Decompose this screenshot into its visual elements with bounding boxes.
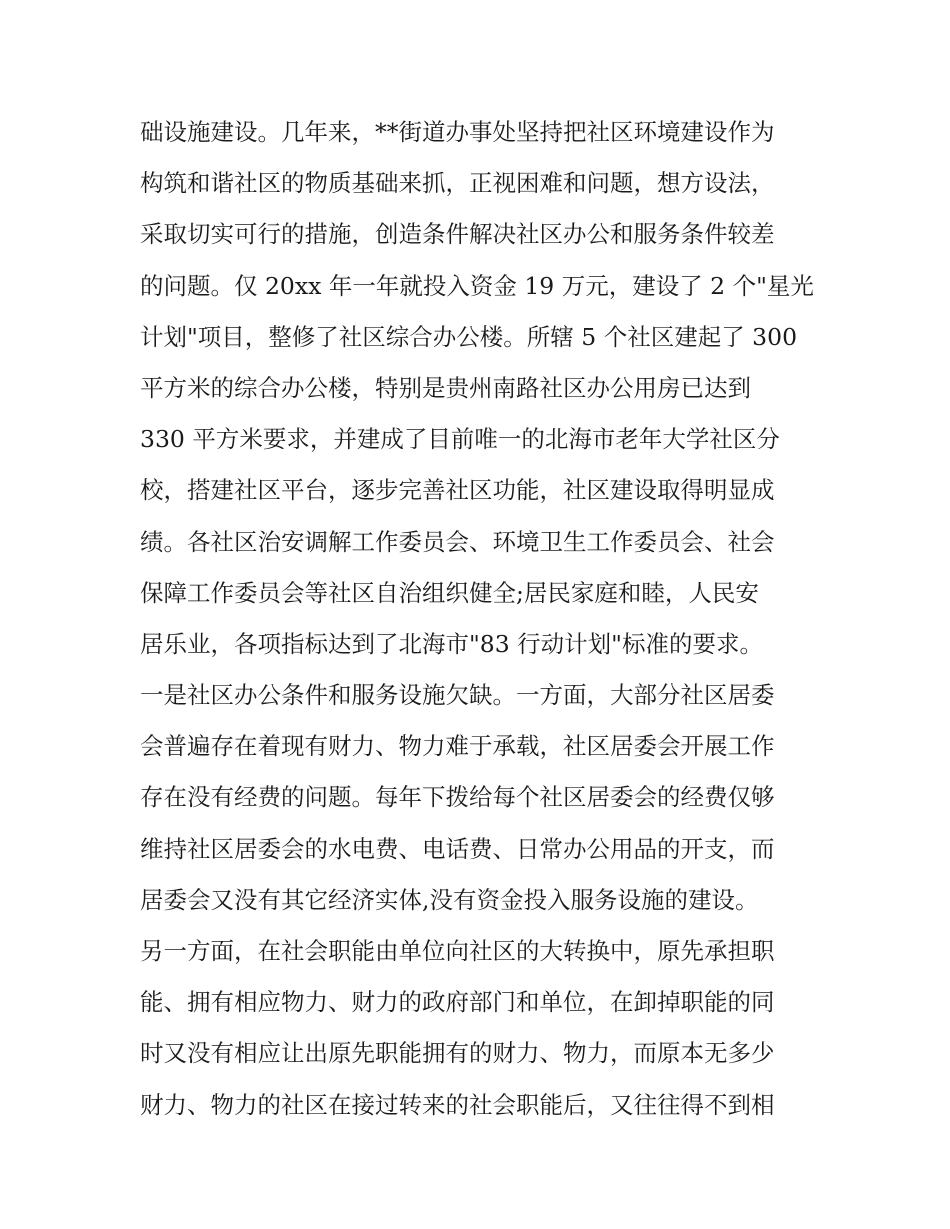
text-line: 能、拥有相应物力、财力的政府部门和单位，在卸掉职能的同 — [140, 988, 775, 1017]
text-line: 计划"项目，整修了社区综合办公楼。所辖 5 个社区建起了 300 — [140, 322, 798, 351]
text-line: 居委会又没有其它经济实体,没有资金投入服务设施的建设。 — [140, 885, 759, 914]
text-line: 存在没有经费的问题。每年下拨给每个社区居委会的经费仅够 — [140, 783, 775, 812]
text-line: 时又没有相应让出原先职能拥有的财力、物力，而原本无多少 — [140, 1039, 775, 1068]
text-line: 校，搭建社区平台，逐步完善社区功能，社区建设取得明显成 — [140, 476, 775, 505]
text-line: 会普遍存在着现有财力、物力难于承载，社区居委会开展工作 — [140, 732, 775, 761]
text-line: 330 平方米要求，并建成了目前唯一的北海市老年大学社区分 — [140, 425, 780, 454]
text-line: 的问题。仅 20xx 年一年就投入资金 19 万元，建设了 2 个"星光 — [140, 271, 814, 300]
text-line: 构筑和谐社区的物质基础来抓，正视困难和问题，想方设法， — [140, 169, 775, 198]
text-line: 保障工作委员会等社区自治组织健全;居民家庭和睦，人民安 — [140, 578, 759, 607]
text-line: 采取切实可行的措施，创造条件解决社区办公和服务条件较差 — [140, 220, 775, 249]
text-line: 财力、物力的社区在接过转来的社会职能后，又往往得不到相 — [140, 1090, 775, 1119]
text-line: 维持社区居委会的水电费、电话费、日常办公用品的开支，而 — [140, 834, 775, 863]
text-line: 绩。各社区治安调解工作委员会、环境卫生工作委员会、社会 — [140, 527, 775, 556]
text-line: 一是社区办公条件和服务设施欠缺。一方面，大部分社区居委 — [140, 681, 775, 710]
text-line: 础设施建设。几年来，**街道办事处坚持把社区环境建设作为 — [140, 118, 775, 146]
text-line: 另一方面，在社会职能由单位向社区的大转换中，原先承担职 — [140, 937, 775, 965]
body-text — [140, 107, 820, 1131]
text-line: 居乐业，各项指标达到了北海市"83 行动计划"标准的要求。 — [140, 629, 763, 658]
text-line: 平方米的综合办公楼，特别是贵州南路社区办公用房已达到 — [140, 373, 751, 402]
